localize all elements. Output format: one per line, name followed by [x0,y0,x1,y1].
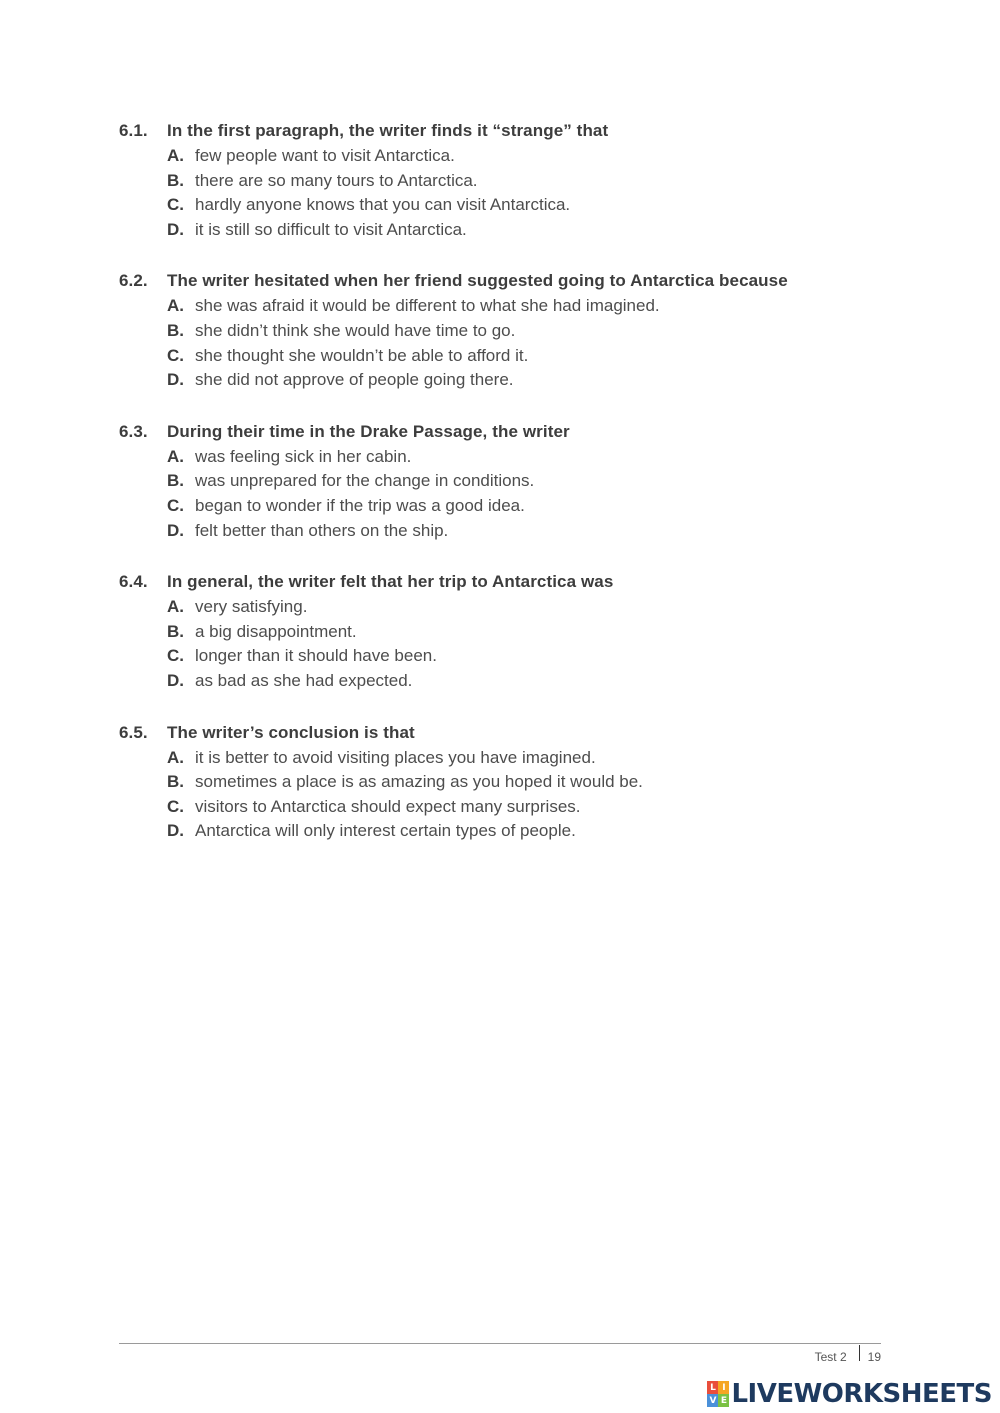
logo-tile: I [718,1381,729,1394]
answer-options [167,294,899,392]
answer-options [167,144,899,242]
option-text: as bad as she had expected. [195,670,413,690]
answer-options [167,445,899,543]
question-text: In the first paragraph, the writer finds it “strange” that [167,121,609,140]
logo-tile: E [718,1394,729,1407]
answer-option[interactable] [167,746,899,771]
answer-option[interactable] [167,770,899,795]
option-text: longer than it should have been. [195,646,437,666]
question-stem [119,721,899,745]
answer-options [167,595,899,693]
answer-option[interactable] [167,169,899,194]
option-letter: A. [167,146,184,165]
option-letter: A. [167,296,184,316]
option-letter: C. [167,646,184,666]
option-text: sometimes a place is as amazing as you hoped it would be. [195,772,643,792]
question-6-3 [119,420,899,543]
question-list [119,119,899,871]
page-number: 19 [867,1350,881,1364]
liveworksheets-logo-icon [707,1381,729,1407]
option-text: was feeling sick in her cabin. [195,446,412,466]
option-text: was unprepared for the change in conditions. [195,471,535,491]
answer-option[interactable] [167,819,899,844]
answer-option[interactable] [167,218,899,243]
answer-option[interactable] [167,469,899,494]
option-letter: D. [167,219,184,239]
answer-option[interactable] [167,595,899,620]
answer-option[interactable] [167,494,899,519]
option-text: a big disappointment. [195,621,357,641]
option-letter: D. [167,370,184,390]
option-letter: B. [167,621,184,641]
option-text: hardly anyone knows that you can visit Antarctica. [195,195,571,215]
brand-name: LIVEWORKSHEETS [731,1379,992,1409]
answer-option[interactable] [167,445,899,470]
option-text: Antarctica will only interest certain types of people. [195,821,576,841]
question-number: 6.4. [119,572,148,592]
answer-option[interactable] [167,644,899,669]
option-letter: B. [167,471,184,491]
question-stem [119,420,899,444]
answer-option[interactable] [167,795,899,820]
answer-options [167,746,899,844]
option-letter: B. [167,320,184,340]
question-number: 6.3. [119,421,148,441]
option-text: very satisfying. [195,597,308,617]
option-text: it is still so difficult to visit Antarctica. [195,219,467,239]
question-6-5 [119,721,899,844]
option-letter: B. [167,170,184,190]
question-6-4 [119,570,899,693]
option-text: she was afraid it would be different to what she had imagined. [195,296,660,316]
logo-tile: V [707,1394,718,1407]
question-number: 6.1. [119,121,148,140]
page-footer [815,1348,881,1366]
question-text: During their time in the Drake Passage, the writer [167,421,570,441]
footer-divider-line [119,1343,881,1344]
answer-option[interactable] [167,344,899,369]
question-text: The writer hesitated when her friend suggested going to Antarctica because [167,271,788,291]
question-number: 6.2. [119,271,148,291]
question-stem [119,119,899,143]
question-text: The writer’s conclusion is that [167,722,415,742]
option-letter: D. [167,520,184,540]
answer-option[interactable] [167,319,899,344]
liveworksheets-brand[interactable] [707,1378,992,1410]
question-6-2 [119,269,899,392]
answer-option[interactable] [167,368,899,393]
answer-option[interactable] [167,193,899,218]
question-stem [119,269,899,293]
footer-separator [859,1345,860,1361]
option-text: began to wonder if the trip was a good idea. [195,495,525,515]
answer-option[interactable] [167,294,899,319]
option-text: it is better to avoid visiting places you have imagined. [195,747,596,767]
option-letter: B. [167,772,184,792]
question-6-1 [119,119,899,242]
option-letter: D. [167,821,184,841]
option-letter: A. [167,446,184,466]
question-stem [119,570,899,594]
option-letter: C. [167,345,184,365]
option-text: visitors to Antarctica should expect many surprises. [195,796,581,816]
logo-tile: L [707,1381,718,1394]
question-number: 6.5. [119,722,148,742]
option-text: felt better than others on the ship. [195,520,449,540]
option-letter: C. [167,195,184,215]
option-letter: A. [167,597,184,617]
question-text: In general, the writer felt that her trip to Antarctica was [167,572,614,592]
option-letter: C. [167,796,184,816]
option-letter: C. [167,495,184,515]
option-letter: D. [167,670,184,690]
option-text: few people want to visit Antarctica. [195,146,455,165]
answer-option[interactable] [167,669,899,694]
answer-option[interactable] [167,519,899,544]
test-label: Test 2 [814,1350,847,1364]
option-text: she did not approve of people going there. [195,370,514,390]
option-letter: A. [167,747,184,767]
option-text: there are so many tours to Antarctica. [195,170,478,190]
answer-option[interactable] [167,620,899,645]
option-text: she didn’t think she would have time to go. [195,320,516,340]
option-text: she thought she wouldn’t be able to afford it. [195,345,529,365]
answer-option[interactable] [167,144,899,169]
